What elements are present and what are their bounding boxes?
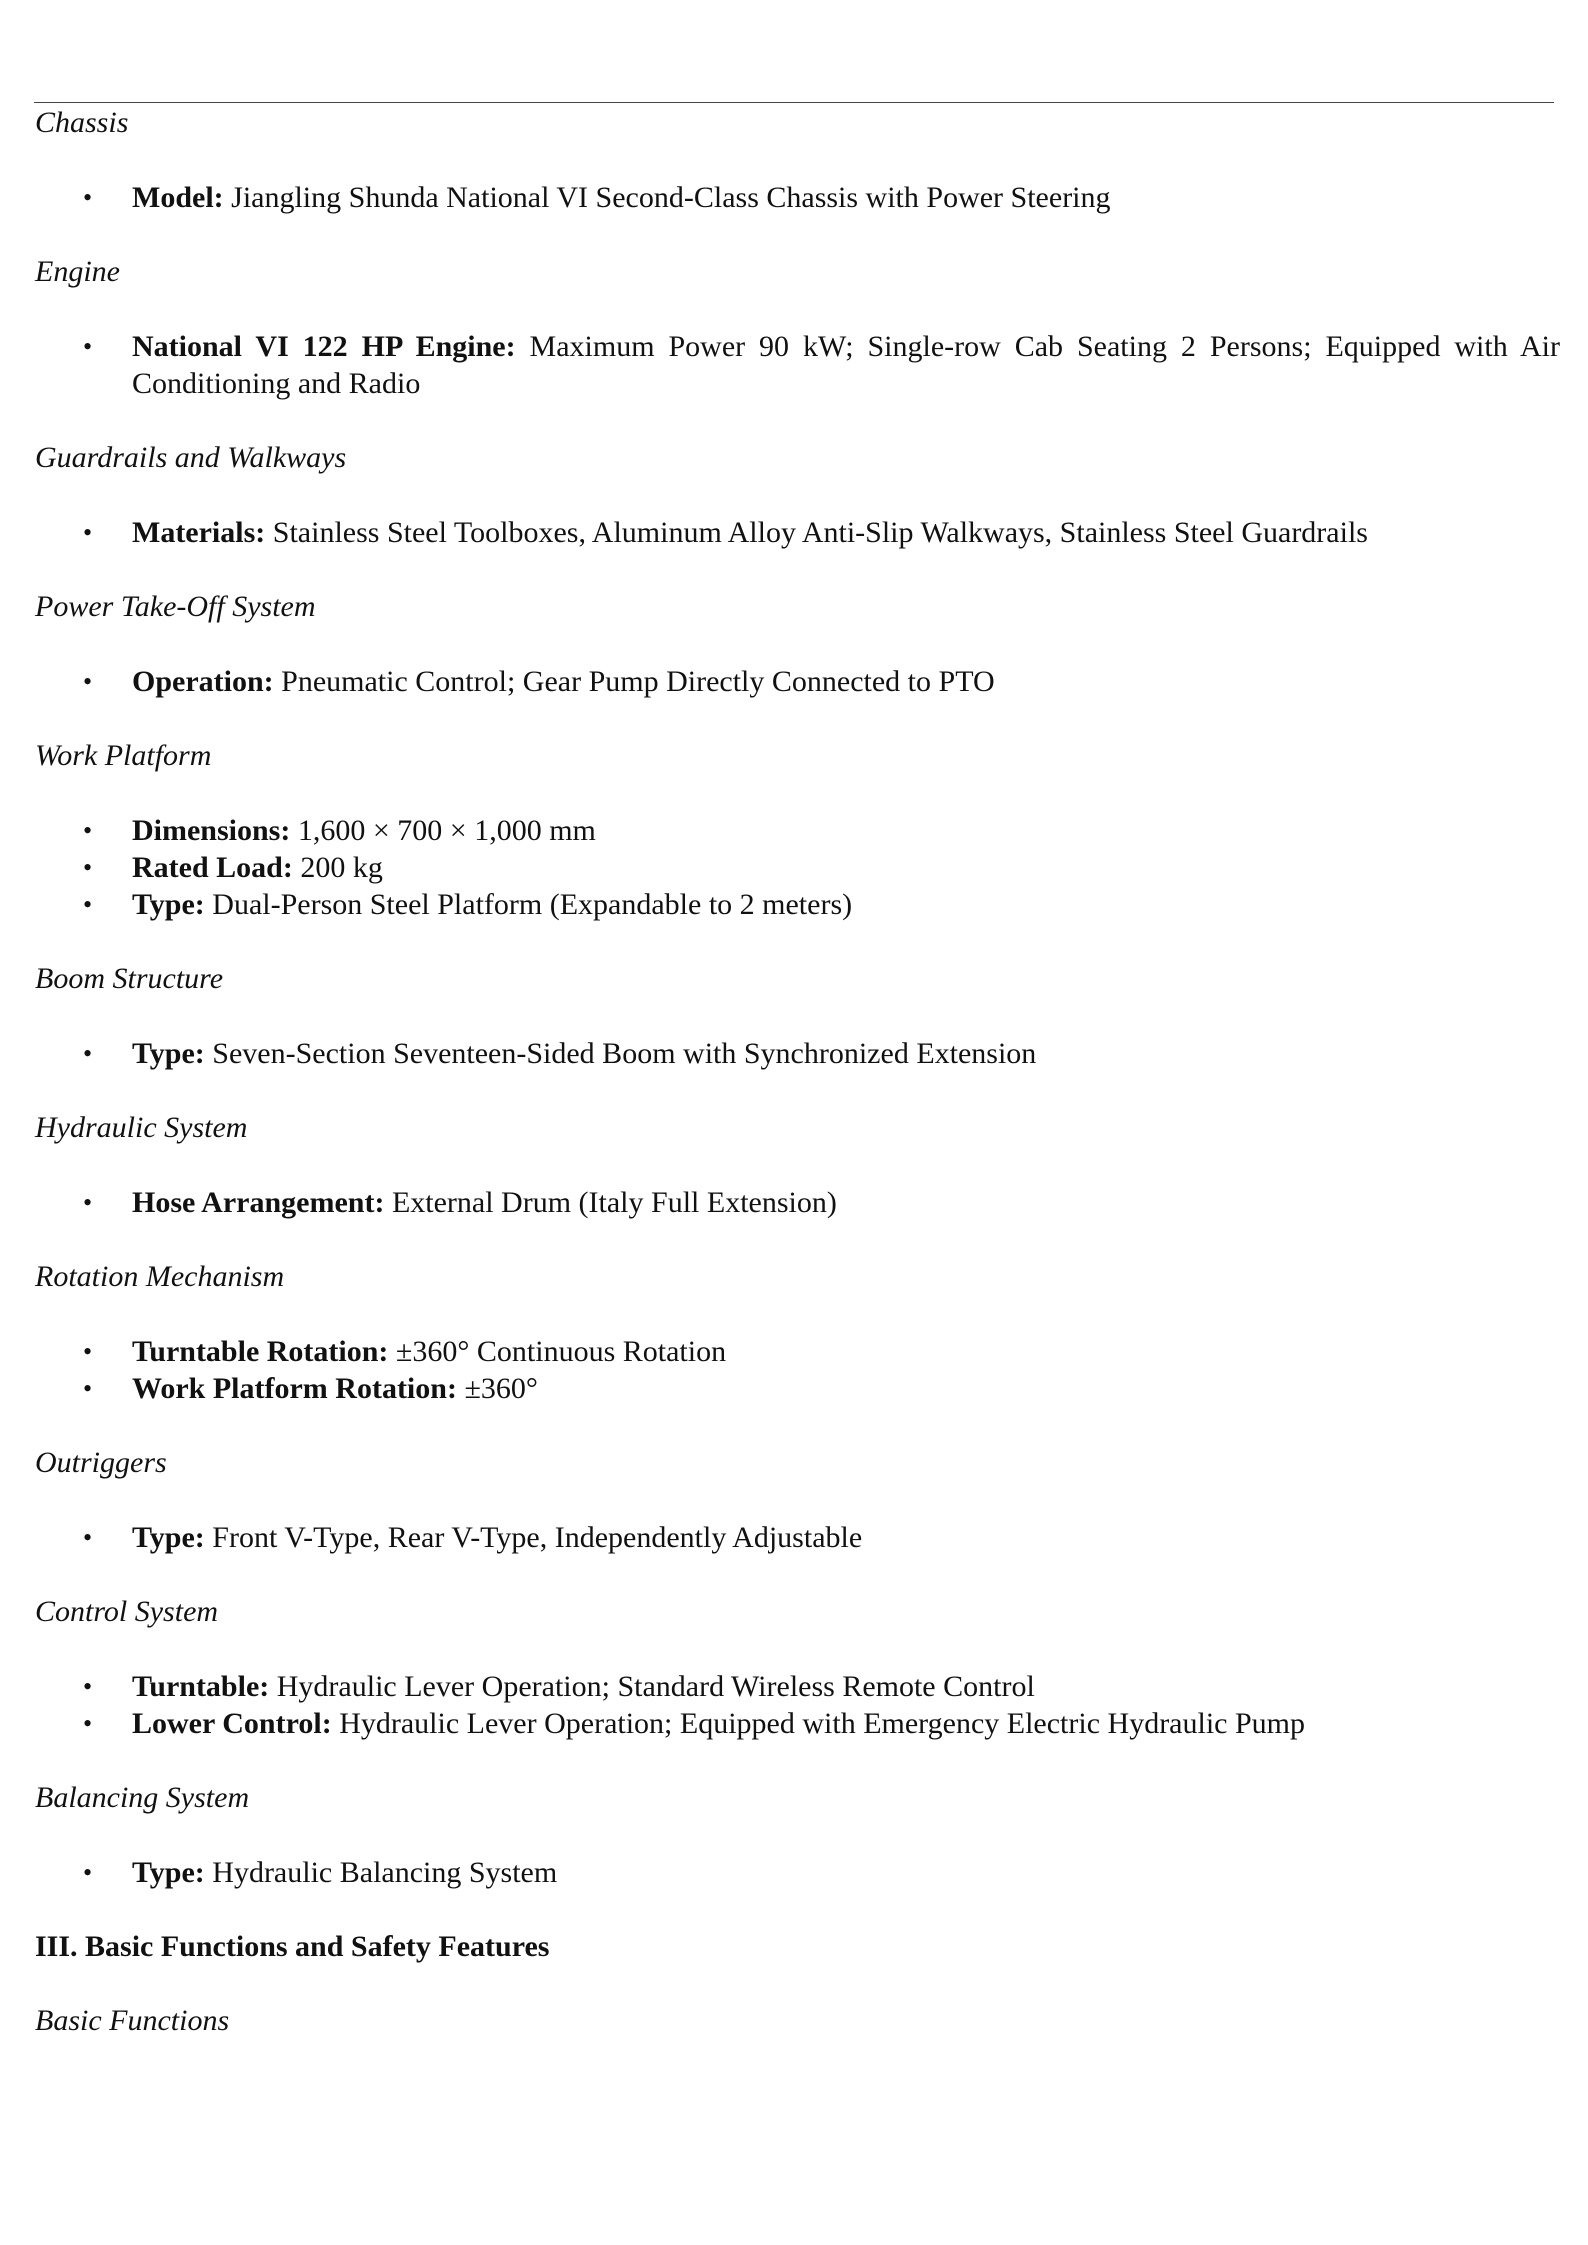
section-heading: Outriggers <box>35 1446 167 1479</box>
list-item <box>35 514 1560 551</box>
item-label: Type: <box>132 1037 205 1070</box>
spec-list <box>35 812 1560 923</box>
spec-list <box>35 328 1560 402</box>
item-value: Dual-Person Steel Platform (Expandable to 2 meters) <box>204 888 853 921</box>
spec-list <box>35 1519 1560 1556</box>
list-item <box>35 1184 1560 1221</box>
item-label: Materials: <box>132 516 266 549</box>
list-item <box>35 849 1560 886</box>
spec-section <box>35 589 1560 700</box>
list-item <box>35 886 1560 923</box>
spec-section <box>35 1594 1560 1742</box>
bullet-icon: • <box>83 1039 93 1068</box>
item-value: Jiangling Shunda National VI Second-Class Chassis with Power Steering <box>223 181 1111 214</box>
item-value: ±360° Continuous Rotation <box>388 1335 727 1368</box>
item-label: Rated Load: <box>132 851 293 884</box>
spec-list <box>35 663 1560 700</box>
item-value: Hydraulic Lever Operation; Standard Wireless Remote Control <box>269 1670 1035 1703</box>
list-item <box>35 1333 1560 1370</box>
spec-section <box>35 1259 1560 1407</box>
spec-list <box>35 1854 1560 1891</box>
bullet-icon: • <box>83 667 93 696</box>
item-label: Model: <box>132 181 224 214</box>
spec-section <box>35 738 1560 923</box>
bullet-icon: • <box>83 1188 93 1217</box>
item-value: ±360° <box>456 1372 538 1405</box>
item-label: Type: <box>132 1521 205 1554</box>
spec-section <box>35 961 1560 1072</box>
item-label: Lower Control: <box>132 1707 332 1740</box>
section-heading: Engine <box>35 255 120 288</box>
bullet-icon: • <box>83 1374 93 1403</box>
section-heading: Hydraulic System <box>35 1111 248 1144</box>
bullet-icon: • <box>83 518 93 547</box>
spec-list <box>35 1184 1560 1221</box>
list-item <box>35 1705 1560 1742</box>
bullet-icon: • <box>83 853 93 882</box>
list-item <box>35 1854 1560 1891</box>
list-item <box>35 1370 1560 1407</box>
section-heading: Balancing System <box>35 1781 250 1814</box>
section-heading: Control System <box>35 1595 219 1628</box>
document-body <box>35 105 1560 2039</box>
list-item <box>35 328 1560 402</box>
list-item <box>35 179 1560 216</box>
item-value: External Drum (Italy Full Extension) <box>384 1186 837 1219</box>
section-heading: Power Take-Off System <box>35 590 316 623</box>
item-value: Hydraulic Balancing System <box>204 1856 558 1889</box>
item-value: 200 kg <box>292 851 383 884</box>
bullet-icon: • <box>83 1858 93 1887</box>
list-item <box>35 663 1560 700</box>
spec-list <box>35 1333 1560 1407</box>
spec-section <box>35 440 1560 551</box>
item-label: Type: <box>132 1856 205 1889</box>
item-value: Front V-Type, Rear V-Type, Independently Adjustable <box>204 1521 863 1554</box>
bullet-icon: • <box>83 890 93 919</box>
item-value: Stainless Steel Toolboxes, Aluminum Alloy Anti-Slip Walkways, Stainless Steel Guardrails <box>265 516 1368 549</box>
bullet-icon: • <box>83 816 93 845</box>
bullet-icon: • <box>83 1709 93 1738</box>
spec-list <box>35 1668 1560 1742</box>
item-label: Type: <box>132 888 205 921</box>
section-heading: Boom Structure <box>35 962 224 995</box>
list-item <box>35 1519 1560 1556</box>
item-label: Dimensions: <box>132 814 291 847</box>
item-value: 1,600 × 700 × 1,000 mm <box>290 814 596 847</box>
spec-list <box>35 1035 1560 1072</box>
bullet-icon: • <box>83 1672 93 1701</box>
spec-section <box>35 1445 1560 1556</box>
bullet-icon: • <box>83 332 93 361</box>
top-divider-rule <box>34 102 1554 103</box>
item-label: National VI 122 HP Engine: <box>132 330 516 363</box>
spec-section <box>35 1780 1560 1891</box>
item-value: Seven-Section Seventeen-Sided Boom with Synchronized Extension <box>204 1037 1037 1070</box>
item-value: Hydraulic Lever Operation; Equipped with Emergency Electric Hydraulic Pump <box>331 1707 1306 1740</box>
item-label: Turntable: <box>132 1670 270 1703</box>
item-label: Hose Arrangement: <box>132 1186 385 1219</box>
item-label: Operation: <box>132 665 274 698</box>
item-label: Turntable Rotation: <box>132 1335 389 1368</box>
spec-section <box>35 254 1560 402</box>
bullet-icon: • <box>83 1523 93 1552</box>
list-item <box>35 1035 1560 1072</box>
spec-list <box>35 179 1560 216</box>
section-heading: Rotation Mechanism <box>35 1260 285 1293</box>
subsection-heading-basic-functions: Basic Functions <box>35 2004 230 2037</box>
list-item <box>35 1668 1560 1705</box>
section-heading: Chassis <box>35 106 129 139</box>
section-heading: Work Platform <box>35 739 212 772</box>
section-heading: Guardrails and Walkways <box>35 441 347 474</box>
item-value: Pneumatic Control; Gear Pump Directly Connected to PTO <box>273 665 995 698</box>
major-section-heading: III. Basic Functions and Safety Features <box>35 1930 550 1963</box>
bullet-icon: • <box>83 1337 93 1366</box>
item-value: Maximum Power 90 kW; Single-row Cab Seating 2 Persons; Equipped with Air Conditioning and Radio <box>132 330 1560 400</box>
spec-list <box>35 514 1560 551</box>
spec-section <box>35 105 1560 216</box>
list-item <box>35 812 1560 849</box>
spec-sections <box>35 105 1560 1891</box>
item-label: Work Platform Rotation: <box>132 1372 457 1405</box>
bullet-icon: • <box>83 183 93 212</box>
spec-section <box>35 1110 1560 1221</box>
